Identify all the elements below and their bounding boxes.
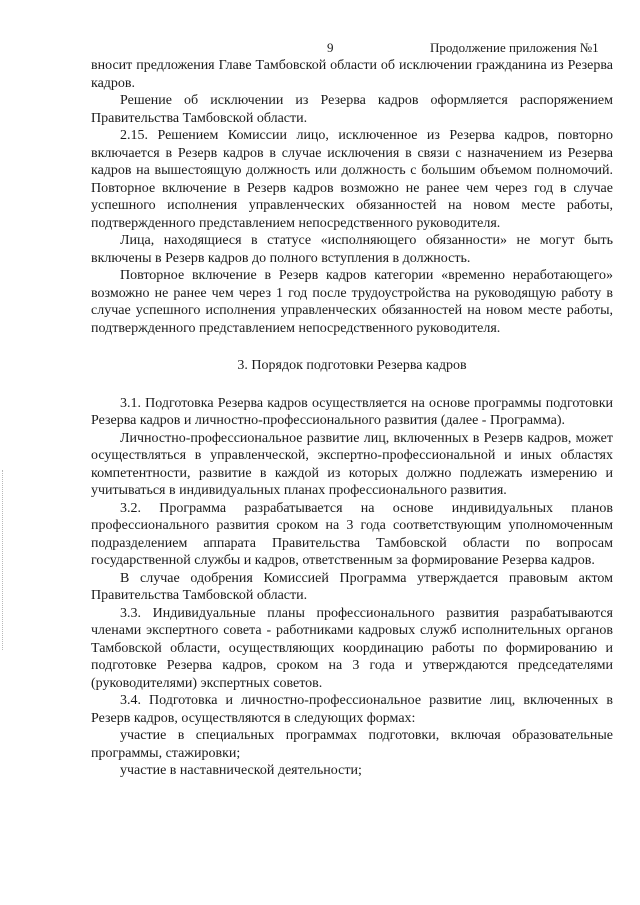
paragraph: Лица, находящиеся в статусе «исполняющего обязанности» не могут быть включены в Резерв кадров до полного вступления в должность. bbox=[91, 233, 613, 266]
paragraph: вносит предложения Главе Тамбовской области об исключении гражданина из Резерва кадров. bbox=[91, 58, 613, 91]
page-number: 9 bbox=[327, 40, 334, 55]
paragraph: 3.4. Подготовка и личностно-профессиональное развитие лиц, включенных в Резерв кадров, осуществляются в следующих формах: bbox=[91, 693, 613, 726]
scan-binding-mark bbox=[2, 470, 5, 650]
list-item: участие в специальных программах подготовки, включая образовательные программы, стажировки; bbox=[91, 728, 613, 761]
paragraph: 3.1. Подготовка Резерва кадров осуществляется на основе программы подготовки Резерва кадров и личностно-профессионального развития (далее - Программа). bbox=[91, 395, 613, 428]
paragraph: 3.3. Индивидуальные планы профессионального развития разрабатываются членами экспертного совета - работниками кадровых служб исполнительных органов Тамбовской области, осуществляющих координацию работы по формированию и подготовке Резерва кадров, сроком на 3 года и утверждаются председателями (руководителями) экспертных советов. bbox=[91, 605, 613, 691]
paragraph: 3.2. Программа разрабатывается на основе индивидуальных планов профессионального развития сроком на 3 года соответствующим уполномоченным подразделением аппарата Правительства Тамбовской области по вопросам государственной службы и кадров, ответственным за формирование Резерва кадров. bbox=[91, 500, 613, 568]
paragraph: В случае одобрения Комиссией Программа утверждается правовым актом Правительства Тамбовской области. bbox=[91, 570, 613, 603]
paragraph: 2.15. Решением Комиссии лицо, исключенное из Резерва кадров, повторно включается в Резерв кадров в случае исключения в связи с назначением из Резерва кадров на вышестоящую должность или должность с большим объемом полномочий. Повторное включение в Резерв кадров возможно не ранее чем через год в случае успешного исполнения управленческих обязанностей на новом месте работы, подтвержденного представлением непосредственного руководителя. bbox=[91, 128, 613, 231]
paragraph: Повторное включение в Резерв кадров категории «временно неработающего» возможно не ранее чем через 1 год после трудоустройства на руководящую работу в случае успешного исполнения управленческих обязанностей на новом месте работы, подтвержденного представлением непосредственного руководителя. bbox=[91, 268, 613, 336]
list-item: участие в наставнической деятельности; bbox=[120, 763, 362, 778]
section-heading: 3. Порядок подготовки Резерва кадров bbox=[237, 358, 467, 373]
paragraph: Личностно-профессиональное развитие лиц, включенных в Резерв кадров, может осуществляться в управленческой, экспертно-профессиональной и иных областях компетентности, развитие в каждой из которых должно подлежать измерению и учитываться в индивидуальных планах профессионального развития. bbox=[91, 430, 613, 498]
continuation-note: Продолжение приложения №1 bbox=[430, 40, 599, 55]
paragraph: Решение об исключении из Резерва кадров оформляется распоряжением Правительства Тамбовской области. bbox=[91, 93, 613, 126]
document-body bbox=[91, 57, 613, 780]
